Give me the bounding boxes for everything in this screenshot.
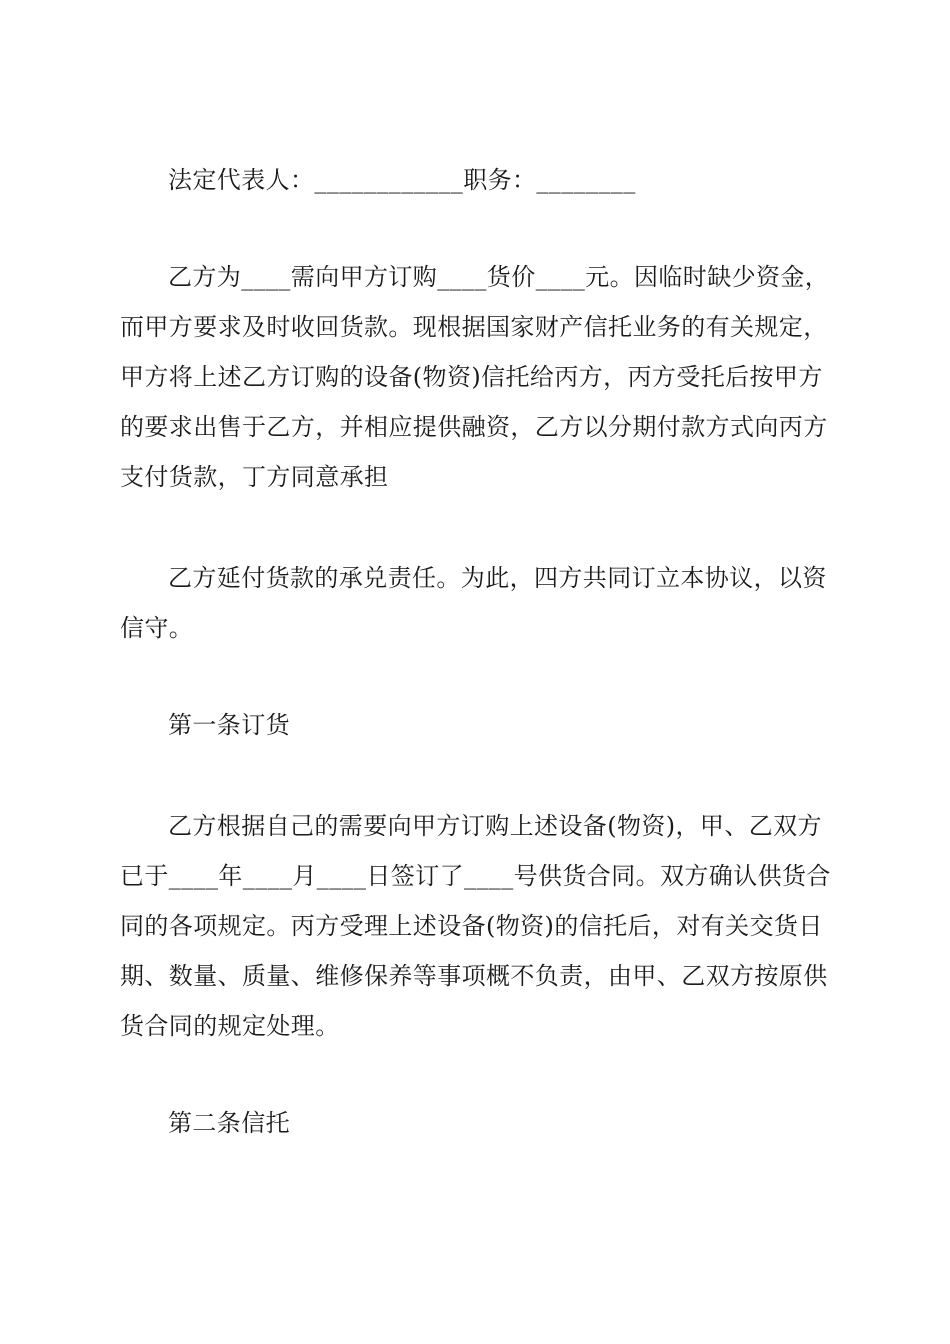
paragraph-3-line-4: 期、数量、质量、维修保养等事项概不负责，由甲、乙双方按原供 bbox=[120, 962, 828, 990]
paragraph-2-line-1: 乙方延付货款的承兑责任。为此，四方共同订立本协议，以资 bbox=[168, 564, 827, 592]
paragraph-1-line-3: 甲方将上述乙方订购的设备(物资)信托给丙方，丙方受托后按甲方 bbox=[120, 363, 823, 391]
paragraph-3-line-2: 已于____年____月____日签订了____号供货合同。双方确认供货合 bbox=[120, 862, 831, 890]
paragraph-2-line-2: 信守。 bbox=[120, 614, 194, 642]
paragraph-3-line-3: 同的各项规定。丙方受理上述设备(物资)的信托后，对有关交货日 bbox=[120, 912, 823, 940]
paragraph-1-line-4: 的要求出售于乙方，并相应提供融资，乙方以分期付款方式向丙方 bbox=[120, 413, 828, 441]
legal-representative-line: 法定代表人：____________职务：________ bbox=[168, 166, 636, 194]
paragraph-3-line-1: 乙方根据自己的需要向甲方订购上述设备(物资)，甲、乙双方 bbox=[168, 812, 822, 840]
paragraph-3-line-5: 货合同的规定处理。 bbox=[120, 1012, 340, 1040]
section-heading-1: 第一条订货 bbox=[168, 711, 290, 739]
section-heading-2: 第二条信托 bbox=[168, 1109, 290, 1137]
paragraph-1-line-1: 乙方为____需向甲方订购____货价____元。因临时缺少资金， bbox=[168, 263, 830, 291]
paragraph-1-line-5: 支付货款，丁方同意承担 bbox=[120, 463, 389, 491]
paragraph-1-line-2: 而甲方要求及时收回货款。现根据国家财产信托业务的有关规定， bbox=[120, 313, 828, 341]
